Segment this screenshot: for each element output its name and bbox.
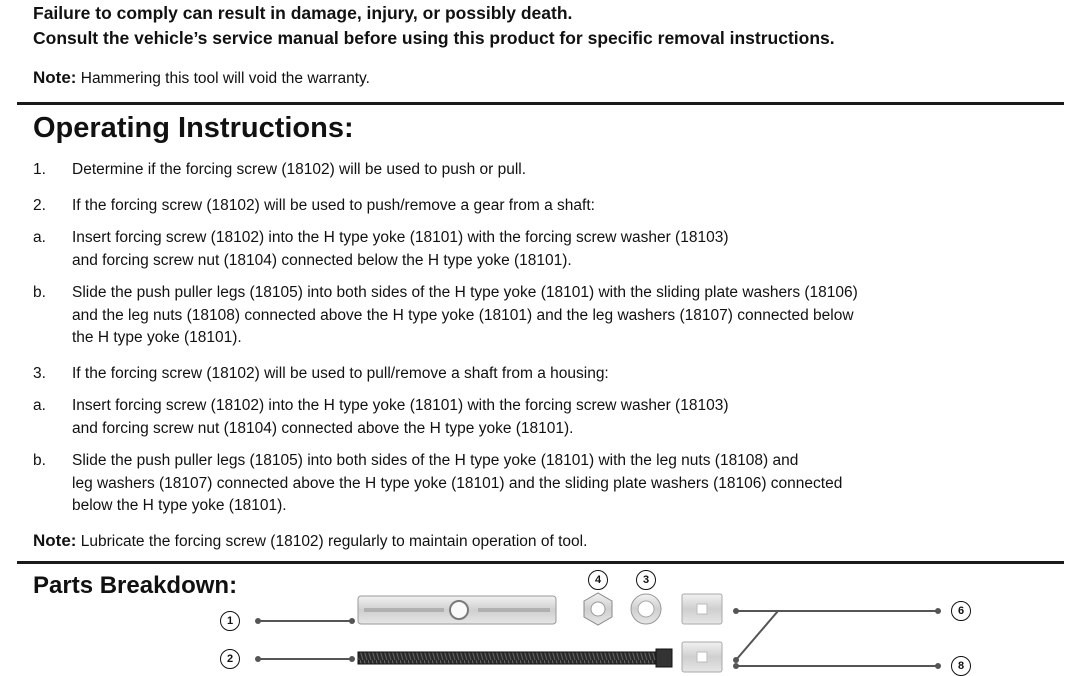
- warning-line-1: Failure to comply can result in damage, injury, or possibly death.: [33, 3, 573, 23]
- operating-instructions-heading: Operating Instructions:: [33, 112, 354, 144]
- step-line: leg washers (18107) connected above the H type yoke (18101) and the sliding plate washers (18106) connected: [72, 474, 843, 492]
- step-number: b.: [33, 284, 46, 301]
- note-label: Note:: [33, 531, 77, 550]
- callout-4: 4: [588, 570, 608, 590]
- forcing-screw-nut-part: [584, 593, 612, 625]
- step-line: If the forcing screw (18102) will be used to push/remove a gear from a shaft:: [72, 197, 595, 214]
- step-number: 2.: [33, 197, 46, 214]
- step-line: below the H type yoke (18101).: [72, 497, 287, 514]
- callout-8: 8: [951, 656, 971, 676]
- note-text: Lubricate the forcing screw (18102) regularly to maintain operation of tool.: [76, 533, 588, 550]
- h-type-yoke-part: [358, 596, 556, 624]
- step-line: Slide the push puller legs (18105) into both sides of the H type yoke (18101) with the sliding plate washers (18106): [72, 284, 858, 301]
- step-number: a.: [33, 229, 46, 246]
- step-number: 1.: [33, 161, 46, 178]
- forcing-screw-washer-part: [631, 594, 661, 624]
- note-lubricate: [33, 531, 587, 551]
- step-line: If the forcing screw (18102) will be used to pull/remove a shaft from a housing:: [72, 365, 609, 382]
- step-line: Insert forcing screw (18102) into the H type yoke (18101) with the forcing screw washer (18103): [72, 229, 729, 246]
- step-line: and forcing screw nut (18104) connected below the H type yoke (18101).: [72, 251, 572, 269]
- step-line: the H type yoke (18101).: [72, 329, 242, 346]
- callout-6: 6: [951, 601, 971, 621]
- step-number: b.: [33, 452, 46, 469]
- callout-3: 3: [636, 570, 656, 590]
- step-line: and the leg nuts (18108) connected above the H type yoke (18101) and the leg washers (18107) connected below: [72, 306, 854, 324]
- section-divider: [17, 102, 1064, 105]
- parts-breakdown-heading: Parts Breakdown:: [33, 572, 238, 599]
- step-line: Determine if the forcing screw (18102) will be used to push or pull.: [72, 161, 527, 178]
- note-text: Hammering this tool will void the warranty.: [76, 70, 370, 87]
- sliding-plate-washer-part: [682, 594, 722, 672]
- step-line: and forcing screw nut (18104) connected above the H type yoke (18101).: [72, 419, 574, 437]
- forcing-screw-part: [358, 649, 672, 667]
- callout-1: 1: [220, 611, 240, 631]
- step-line: Slide the push puller legs (18105) into both sides of the H type yoke (18101) with the leg nuts (18108) and: [72, 452, 799, 469]
- callout-2: 2: [220, 649, 240, 669]
- step-number: a.: [33, 397, 46, 414]
- step-number: 3.: [33, 365, 46, 382]
- warning-line-2: Consult the vehicle’s service manual before using this product for specific removal instructions.: [33, 28, 835, 48]
- note-warranty: [33, 68, 370, 88]
- parts-diagram: [0, 560, 1080, 675]
- note-label: Note:: [33, 68, 77, 87]
- step-line: Insert forcing screw (18102) into the H type yoke (18101) with the forcing screw washer (18103): [72, 397, 729, 414]
